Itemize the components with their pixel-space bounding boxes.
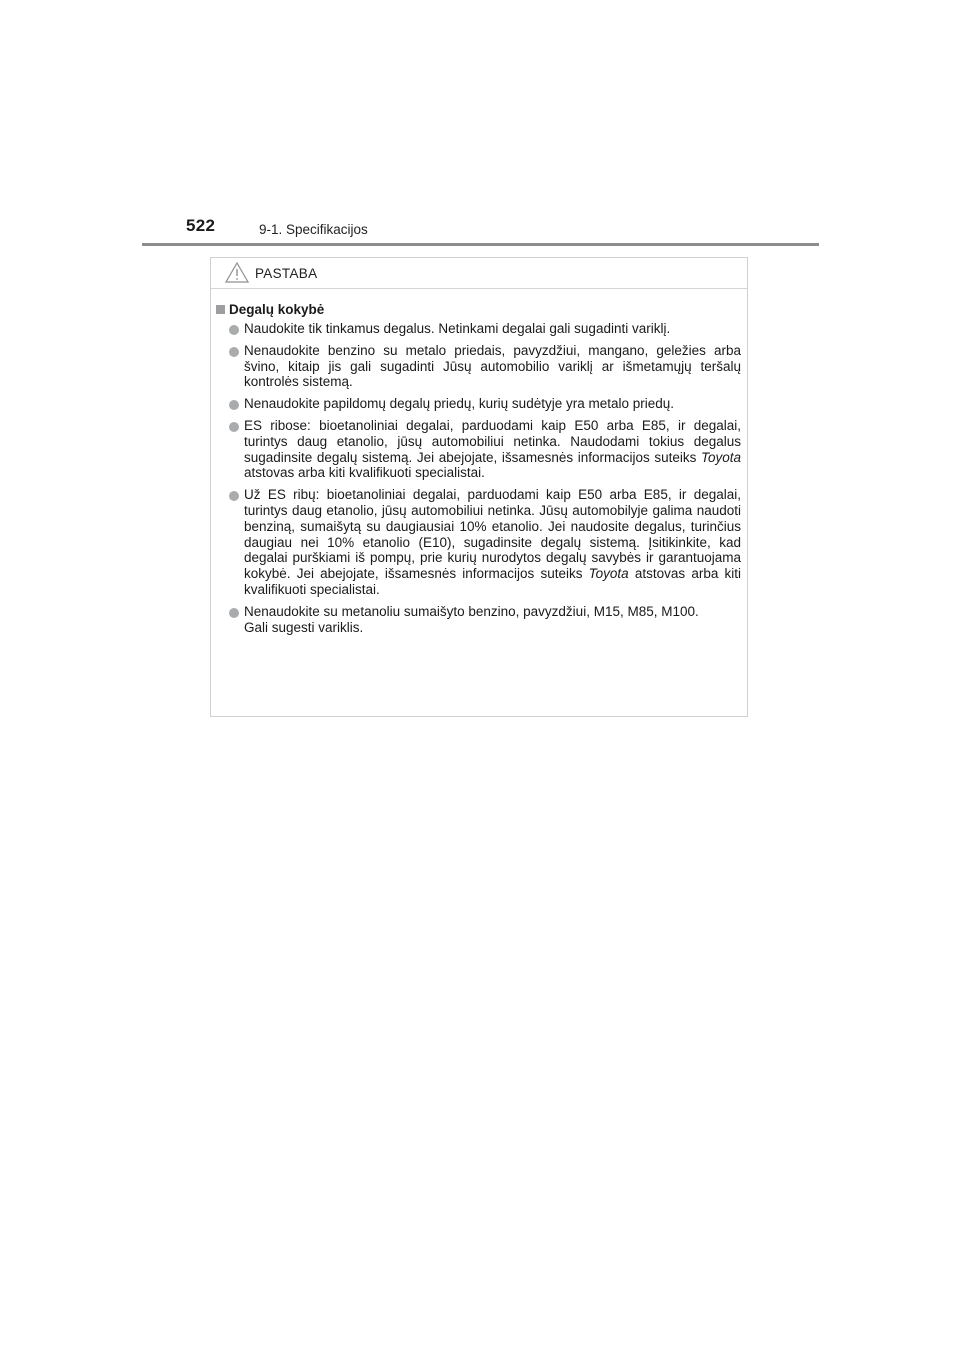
warning-triangle-icon [225, 261, 249, 283]
notice-list [215, 321, 741, 635]
brand-name: Toyota [700, 449, 741, 465]
list-item [215, 343, 741, 390]
list-item [215, 487, 741, 598]
item-text-part: atstovas arba kiti kvalifikuoti specialistai. [244, 465, 485, 481]
brand-name: Toyota [588, 566, 629, 582]
round-bullet-icon [229, 400, 239, 410]
list-item [215, 396, 741, 412]
item-text-part: Nenaudokite su metanoliu sumaišyto benzino, pavyzdžiui, M15, M85, M100. [244, 603, 699, 619]
item-text: Nenaudokite benzino su metalo priedais, pavyzdžiui, mangano, geležies arba švino, kitaip jis gali sugadinti Jūsų automobilio variklį ar išmetamųjų teršalų kontrolės sistemą. [244, 342, 741, 390]
notice-label: PASTABA [255, 266, 318, 281]
item-text [244, 418, 741, 481]
item-text: Nenaudokite papildomų degalų priedų, kurių sudėtyje yra metalo priedų. [244, 396, 675, 412]
round-bullet-icon [229, 422, 239, 432]
list-item [215, 321, 741, 337]
round-bullet-icon [229, 608, 239, 618]
section-title: 9-1. Specifikacijos [259, 222, 368, 237]
list-item [215, 604, 741, 636]
round-bullet-icon [229, 491, 239, 501]
list-item [215, 418, 741, 481]
notice-body [211, 289, 747, 635]
page-number: 522 [186, 216, 216, 235]
square-bullet-icon [216, 305, 225, 314]
item-text-part: Už ES ribų: bioetanoliniai degalai, parduodami kaip E50 arba E85, ir degalai, turintys daug etanolio, jūsų automobiliui netinka. Jūsų automobilyje galima naudoti benziną, sumaišytą su daugiausiai 10% etanolio. Jei naudosite degalus, turinčius daugiau nei 10% etanolio (E10), sugadinsite degalų sistemą. Įsitikinkite, kad degalai purškiami iš pompų, prie kurių nurodytos degalų savybės ir garantuojama kokybė. Jei abejojate, išsamesnės informacijos suteiks [244, 487, 741, 582]
item-text-part: ES ribose: bioetanoliniai degalai, parduodami kaip E50 arba E85, ir degalai, turintys daug etanolio, jūsų automobiliui netinka. Naudodami tokius degalus sugadinsite degalų sistemą. Jei abejojate, išsamesnės informacijos suteiks [244, 417, 741, 465]
item-text-part: atstovas arba kiti kvalifikuoti specialistai. [244, 566, 742, 597]
item-text: Naudokite tik tinkamus degalus. Netinkami degalai gali sugadinti variklį. [244, 321, 671, 336]
notice-box [210, 257, 748, 717]
topic-title: Degalų kokybė [229, 302, 325, 317]
header-rule [142, 243, 819, 246]
round-bullet-icon [229, 347, 239, 357]
notice-header [211, 258, 747, 289]
topic-heading [215, 302, 741, 317]
item-text [244, 487, 741, 598]
round-bullet-icon [229, 325, 239, 335]
item-text [244, 604, 741, 636]
item-subtext: Gali sugesti variklis. [244, 619, 364, 635]
